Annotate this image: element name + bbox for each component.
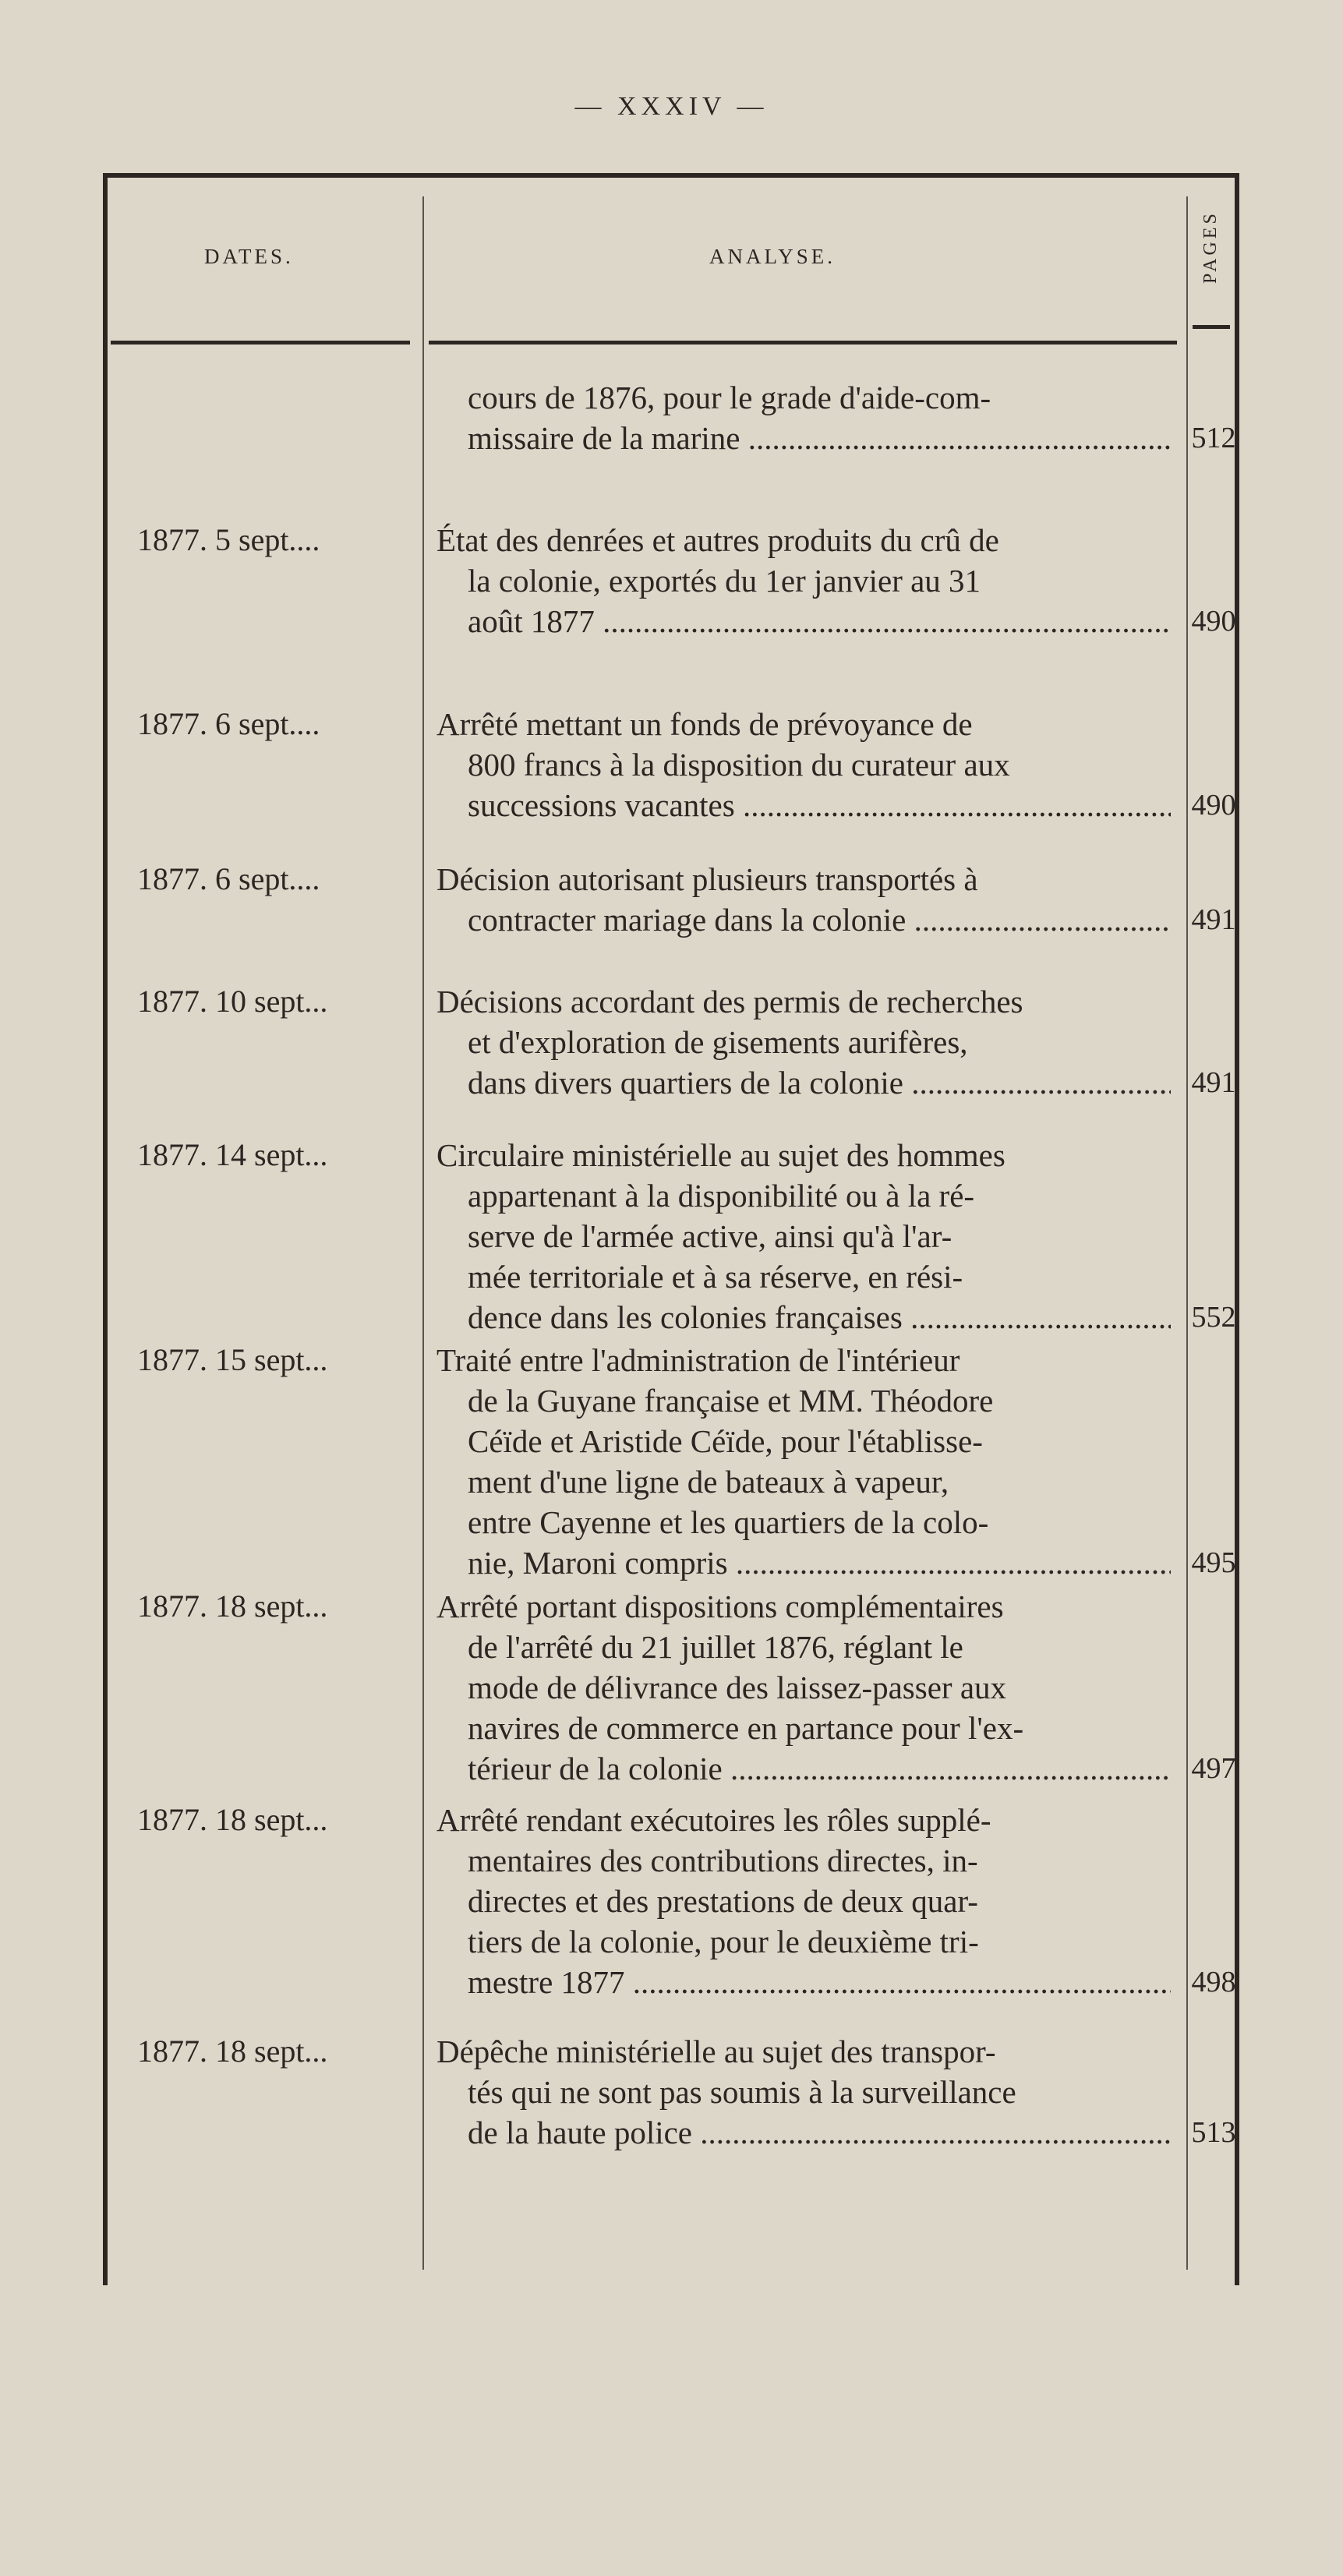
entry-analysis — [436, 1800, 1171, 2002]
header-underline-pages — [1193, 325, 1230, 329]
entry-analysis-line: Circulaire ministérielle au sujet des hommes — [436, 1137, 1005, 1173]
entry-page-number: 513 — [1191, 2116, 1236, 2149]
entry-analysis-line: mestre 1877 ..... — [436, 1962, 1171, 2002]
entry-date: 1877. 18 sept... — [137, 2034, 328, 2069]
entry-date: 1877. 18 sept... — [137, 1588, 328, 1624]
entry-analysis — [436, 1586, 1171, 1789]
entry-analysis-line: de la Guyane française et MM. Théodore — [468, 1383, 994, 1419]
entry-analysis-line: missaire de la marine ..... — [436, 418, 1171, 458]
entry-analysis — [436, 377, 1171, 458]
entry-page-number: 491 — [1191, 1066, 1236, 1099]
entry-page-number: 491 — [1191, 903, 1236, 936]
entry-analysis-line: la colonie, exportés du 1er janvier au 31 — [468, 563, 981, 599]
entry-analysis-line: mentaires des contributions directes, in- — [468, 1843, 978, 1878]
entry-page-number: 497 — [1191, 1752, 1236, 1785]
entry-analysis-line: entre Cayenne et les quartiers de la colo- — [468, 1504, 989, 1540]
entry-analysis-line: mode de délivrance des laissez-passer aux — [468, 1670, 1007, 1705]
column-header-analyse: ANALYSE. — [709, 245, 836, 268]
entry-analysis-line: dans divers quartiers de la colonie ..... — [436, 1062, 1171, 1103]
entry-date: 1877. 10 sept... — [137, 984, 328, 1019]
entry-analysis-line: et d'exploration de gisements aurifères, — [468, 1024, 968, 1060]
entry-analysis-line: Décision autorisant plusieurs transportés à — [436, 861, 978, 897]
entry-analysis-line: de la haute police ..... — [436, 2112, 1171, 2153]
entry-analysis-line: tiers de la colonie, pour le deuxième tri- — [468, 1924, 979, 1959]
entry-analysis-line: Arrêté portant dispositions complémentaires — [436, 1588, 1004, 1624]
entry-date: 1877. 14 sept... — [137, 1137, 328, 1172]
entry-analysis-line: nie, Maroni compris ..... — [436, 1542, 1171, 1583]
header-underline-analyse — [429, 341, 1177, 345]
entry-analysis-line: de l'arrêté du 21 juillet 1876, réglant le — [468, 1629, 963, 1665]
entry-analysis-line: serve de l'armée active, ainsi qu'à l'ar- — [468, 1218, 952, 1254]
entry-analysis — [436, 2031, 1171, 2153]
entry-analysis — [436, 1340, 1171, 1583]
entry-date: 1877. 6 sept.... — [137, 861, 320, 896]
entry-analysis-line: contracter mariage dans la colonie ..... — [436, 899, 1171, 940]
entry-analysis-line: Arrêté rendant exécutoires les rôles supplé- — [436, 1802, 991, 1838]
entry-page-number: 490 — [1191, 605, 1236, 638]
entry-page-number: 495 — [1191, 1546, 1236, 1579]
entry-analysis-line: cours de 1876, pour le grade d'aide-com- — [468, 380, 991, 415]
table-left-rule — [103, 173, 108, 2285]
entry-analysis-line: dence dans les colonies françaises ..... — [436, 1297, 1171, 1337]
entry-page-number: 498 — [1191, 1966, 1236, 1998]
entry-analysis — [436, 520, 1171, 641]
index-table — [103, 173, 1239, 2285]
entry-analysis-line: ment d'une ligne de bateaux à vapeur, — [468, 1464, 949, 1500]
entry-analysis-line: Traité entre l'administration de l'intérieur — [436, 1342, 960, 1378]
entry-analysis-line: État des denrées et autres produits du crû de — [436, 522, 999, 558]
entry-page-number: 552 — [1191, 1301, 1236, 1334]
entry-page-number: 512 — [1191, 422, 1236, 454]
entry-date: 1877. 15 sept... — [137, 1342, 328, 1377]
table-top-rule — [103, 173, 1239, 178]
entry-analysis-line: Arrêté mettant un fonds de prévoyance de — [436, 706, 973, 742]
entry-analysis-line: navires de commerce en partance pour l'ex- — [468, 1710, 1024, 1746]
entry-analysis-line: tés qui ne sont pas soumis à la surveillance — [468, 2074, 1016, 2110]
entry-page-number: 490 — [1191, 789, 1236, 822]
entry-analysis-line: Céïde et Aristide Céïde, pour l'établisse- — [468, 1423, 983, 1459]
entry-date: 1877. 18 sept... — [137, 1802, 328, 1837]
entry-analysis — [436, 859, 1171, 940]
entry-analysis-line: Dépêche ministérielle au sujet des transpor- — [436, 2034, 996, 2069]
entry-analysis-line: mée territoriale et à sa réserve, en rési- — [468, 1259, 963, 1295]
page-number-header: — XXXIV — — [574, 92, 769, 121]
entry-analysis-line: août 1877 ..... — [436, 601, 1171, 641]
column-divider-dates — [422, 196, 424, 2270]
entry-analysis — [436, 981, 1171, 1103]
entry-analysis-line: Décisions accordant des permis de recherches — [436, 984, 1023, 1019]
entry-date: 1877. 5 sept.... — [137, 522, 320, 557]
entry-analysis-line: 800 francs à la disposition du curateur aux — [468, 747, 1010, 783]
header-underline-dates — [111, 341, 410, 345]
entry-analysis — [436, 1135, 1171, 1337]
column-divider-pages — [1186, 196, 1188, 2270]
column-header-dates: DATES. — [204, 245, 294, 268]
entry-analysis-line: térieur de la colonie ..... — [436, 1748, 1171, 1789]
entry-analysis-line: appartenant à la disponibilité ou à la ré- — [468, 1178, 975, 1214]
entry-analysis-line: directes et des prestations de deux quar- — [468, 1883, 978, 1919]
entry-date: 1877. 6 sept.... — [137, 706, 320, 741]
entry-analysis-line: successions vacantes ..... — [436, 785, 1171, 825]
column-header-pages: PAGES — [1200, 210, 1221, 284]
entry-analysis — [436, 704, 1171, 825]
